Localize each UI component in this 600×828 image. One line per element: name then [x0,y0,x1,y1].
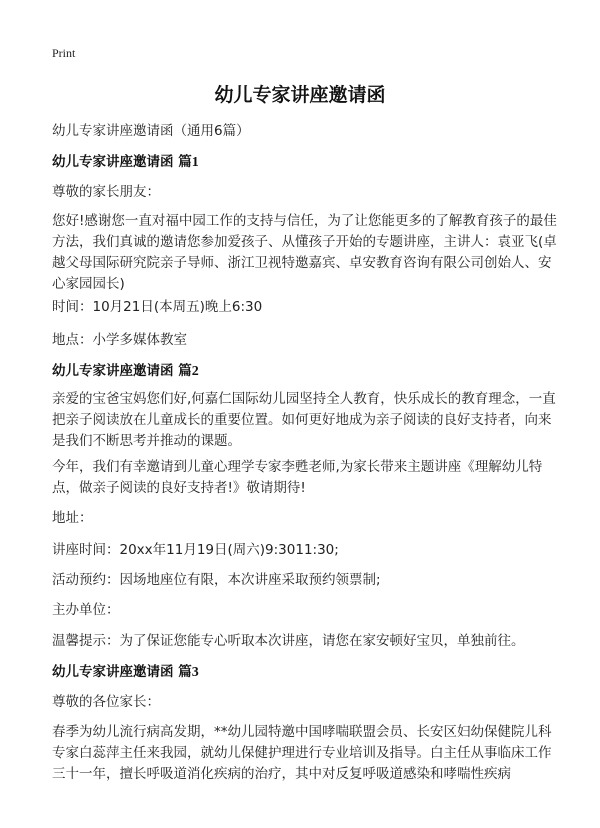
section-2-tip: 温馨提示：为了保证您能专心听取本次讲座，请您在家安顿好宝贝，单独前往。 [52,633,525,649]
subtitle: 幼儿专家讲座邀请函（通用6篇） [52,123,250,139]
section-1-place: 地点：小学多媒体教室 [52,332,187,348]
section-heading-text: 幼儿专家讲座邀请函 篇 [52,154,192,170]
section-heading-text: 幼儿专家讲座邀请函 篇 [52,363,192,379]
section-2-address: 地址： [52,510,93,526]
section-heading-number: 1 [191,155,199,170]
section-heading-1 [52,152,560,173]
section-heading-2 [52,361,560,382]
section-2-organizer: 主办单位： [52,602,120,618]
section-2-paragraph-1: 亲爱的宝爸宝妈您们好,何嘉仁国际幼儿园坚持全人教育，快乐成长的教育理念，一直把亲子阅读放在儿童成长的重要位置。如何更好地成为亲子阅读的良好支持者，向来是我们不断思考并推动的课题。 [52,391,556,449]
section-1-body: 您好!感谢您一直对福中园工作的支持与信任，为了让您能更多的了解教育孩子的最佳方法，我们真诚的邀请您参加爱孩子、从懂孩子开始的专题讲座，主讲人：袁亚飞(卓越父母国际研究院亲子导师、浙江卫视特邀嘉宾、卓安教育咨询有限公司创始人、安心家园园长) [52,213,557,292]
section-2-paragraph-2: 今年，我们有幸邀请到儿童心理学专家李甦老师,为家长带来主题讲座《理解幼儿特点，做亲子阅读的良好支持者!》敬请期待! [52,459,543,496]
section-1-greeting: 尊敬的家长朋友： [52,184,160,200]
section-3-body: 春季为幼儿流行病高发期，**幼儿园特邀中国哮喘联盟会员、长安区妇幼保健院儿科专家白蕊萍主任来我园，就幼儿保健护理进行专业培训及指导。白主任从事临床工作三十一年，擅长呼吸道消化疾病的治疗，其中对反复呼吸道感染和哮喘性疾病 [52,724,552,782]
section-heading-text: 幼儿专家讲座邀请函 篇 [52,664,192,680]
section-1-time: 时间：10月21日(本周五)晚上6:30 [52,299,263,315]
section-3-greeting: 尊敬的各位家长： [52,694,160,710]
section-heading-number: 3 [191,665,199,680]
section-heading-3 [52,662,560,683]
document-title: 幼儿专家讲座邀请函 [214,84,386,106]
print-link[interactable]: Print [52,46,76,60]
section-heading-number: 2 [191,364,199,379]
section-2-lecture-time: 讲座时间：20xx年11月19日(周六)9:3011:30; [52,542,339,558]
section-2-booking: 活动预约：因场地座位有限，本次讲座采取预约领票制; [52,572,381,588]
